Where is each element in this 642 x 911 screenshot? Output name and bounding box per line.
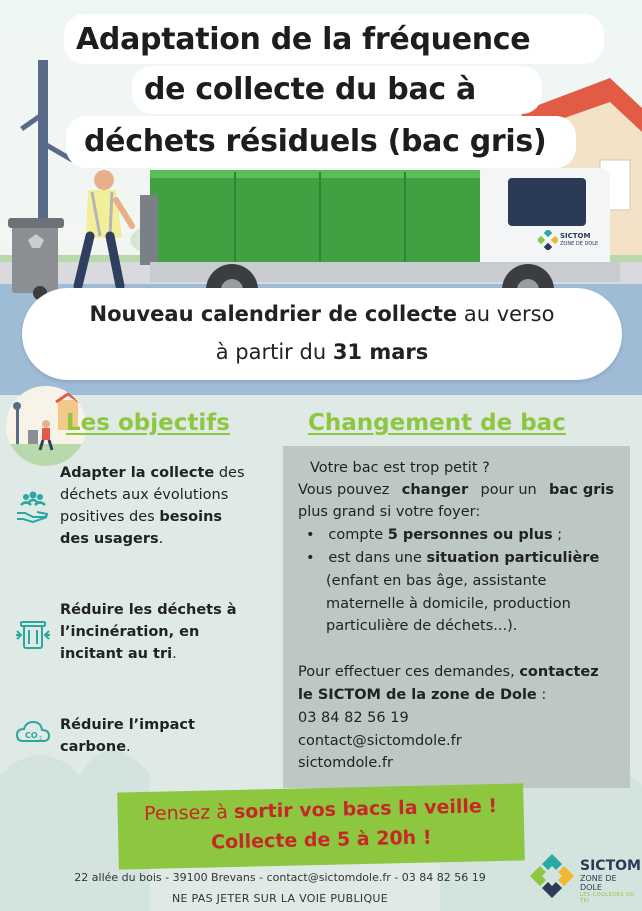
objective-2-line-1: Réduire les déchets à xyxy=(60,602,237,618)
people-hand-icon xyxy=(15,489,51,525)
bullet-1-start: compte xyxy=(328,527,388,543)
bullet-dot-2: • xyxy=(306,550,329,566)
banner-line-2: Collecte de 5 à 20h ! xyxy=(210,826,432,854)
bullet-2-start: est dans une xyxy=(328,550,427,566)
contact-line-1 xyxy=(298,661,599,684)
objective-2-line-3-end: . xyxy=(172,646,177,662)
bullet-2-line-2: (enfant en bas âge, assistante xyxy=(326,573,547,589)
title-line-1: Adaptation de la fréquence xyxy=(76,22,531,57)
co2-cloud-icon xyxy=(15,715,51,751)
reminder-banner xyxy=(117,783,525,869)
sictom-logo xyxy=(528,852,641,904)
objective-3 xyxy=(60,714,260,758)
hero-illustration xyxy=(0,0,642,395)
sictom-logo-mark-icon xyxy=(528,852,576,900)
calendar-notice xyxy=(22,288,622,380)
contact-org: le SICTOM de la zone de Dole xyxy=(298,687,537,703)
trash-bin-icon xyxy=(15,617,51,653)
change-p1c: pour un xyxy=(475,482,542,498)
bullet-2-bold: situation particulière xyxy=(426,550,600,566)
objective-1-line-2: déchets aux évolutions xyxy=(60,487,229,503)
bullet-1-end: ; xyxy=(552,527,563,543)
bullet-2-line-3: maternelle à domicile, production xyxy=(326,596,571,612)
footer-notice: NE PAS JETER SUR LA VOIE PUBLIQUE xyxy=(171,892,389,905)
banner-line-1-start: Pensez à xyxy=(143,800,235,826)
objective-2 xyxy=(60,599,260,665)
garbage-bin-icon xyxy=(8,218,64,300)
contact-line-1-bold: contactez xyxy=(519,664,599,680)
change-p1b: changer xyxy=(401,482,469,498)
change-question: Votre bac est trop petit ? xyxy=(310,460,490,476)
bullet-2-line-4: particulière de déchets...). xyxy=(326,618,518,634)
title-box xyxy=(62,14,607,170)
sictom-logo-icon xyxy=(538,230,558,250)
objective-1-line-3-start: positives des xyxy=(60,509,160,525)
calendar-line-2 xyxy=(22,340,622,364)
title-line-3: déchets résiduels (bac gris) xyxy=(84,124,547,159)
objective-1-bold: Adapter la collecte xyxy=(60,465,215,481)
calendar-rest: au verso xyxy=(457,302,555,326)
svg-text:CO: CO xyxy=(25,731,38,740)
objective-1-rest: des xyxy=(214,465,245,481)
objective-1-line-4-end: . xyxy=(158,531,164,547)
logo-name: SICTOM xyxy=(580,858,641,874)
bullet-1-bold: 5 personnes ou plus xyxy=(387,527,553,543)
objective-1-line-3 xyxy=(60,506,260,528)
objective-1-line-4-bold: des usagers xyxy=(60,531,159,547)
objective-2-line-2: l’incinération, en xyxy=(60,624,200,640)
objective-3-line-2 xyxy=(60,736,260,758)
title-line-2: de collecte du bac à xyxy=(144,72,476,107)
truck-logo-name: SICTOM xyxy=(560,232,591,240)
calendar-date: 31 mars xyxy=(332,340,429,364)
contact-line-1-start: Pour effectuer ces demandes, xyxy=(298,664,520,680)
change-title: Changement de bac xyxy=(308,410,566,436)
calendar-bold: Nouveau calendrier de collecte xyxy=(89,302,458,326)
contact-colon: : xyxy=(536,687,547,703)
banner-line-1 xyxy=(117,794,523,825)
svg-text:2: 2 xyxy=(39,736,43,742)
objective-2-line-3-bold: incitant au tri xyxy=(60,646,173,662)
banner-line-1-bold: sortir vos bacs la veille ! xyxy=(233,795,498,823)
contact-phone[interactable]: 03 84 82 56 19 xyxy=(298,710,409,726)
contact-website[interactable]: sictomdole.fr xyxy=(298,755,393,771)
contact-email[interactable]: contact@sictomdole.fr xyxy=(298,733,462,749)
logo-sub: ZONE DE DOLE xyxy=(580,874,617,892)
change-para-2: plus grand si votre foyer: xyxy=(298,504,481,520)
objective-1-line-4 xyxy=(60,528,260,550)
bullet-1 xyxy=(306,524,562,547)
calendar-date-prefix: à partir du xyxy=(215,340,333,364)
footer-address: 22 allée du bois - 39100 Brevans - contact@sictomdole.fr - 03 84 82 56 19 xyxy=(74,871,486,884)
objective-3-line-1: Réduire l’impact xyxy=(60,717,195,733)
change-p1d: bac gris xyxy=(549,482,614,498)
bullet-2 xyxy=(306,547,599,570)
truck-logo xyxy=(538,230,599,254)
objectives-title: Les objectifs xyxy=(66,410,230,436)
truck-logo-sub: ZONE DE DOLE xyxy=(560,241,599,247)
objective-1-line-3-bold: besoins xyxy=(159,509,223,525)
change-para-1 xyxy=(298,479,614,502)
objective-3-line-2-end: . xyxy=(126,739,131,755)
objective-3-line-2-bold: carbone xyxy=(60,739,127,755)
logo-tagline: LES COULEURS DU TRI xyxy=(580,892,635,904)
bullet-dot-1: • xyxy=(306,527,329,543)
change-p1a: Vous pouvez xyxy=(298,482,395,498)
contact-line-2 xyxy=(298,684,546,707)
objective-2-line-3 xyxy=(60,643,260,665)
objective-1 xyxy=(60,462,260,550)
calendar-line-1 xyxy=(22,302,622,326)
objective-1-line-1 xyxy=(60,462,260,484)
